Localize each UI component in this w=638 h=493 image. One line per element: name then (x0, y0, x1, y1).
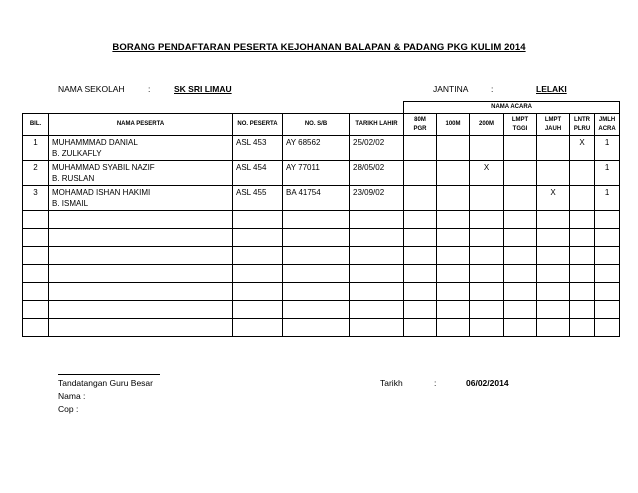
signature-line (58, 374, 160, 375)
col-nama: NAMA PESERTA (49, 114, 233, 136)
cell-no-peserta: ASL 454 (233, 161, 283, 186)
cell-no-sb: AY 77011 (283, 161, 350, 186)
group-header: NAMA ACARA (404, 102, 620, 114)
tarikh-label: Tarikh (380, 378, 403, 388)
cell-jmlh: 1 (595, 136, 620, 161)
cell-nama-line2: B. ZULKAFLY (52, 149, 102, 158)
empty-row (23, 319, 620, 337)
cell-no-peserta: ASL 455 (233, 186, 283, 211)
col-80m: 80M PGR (404, 114, 437, 136)
cell-lmpt-jauh (537, 136, 570, 161)
school-value: SK SRI LIMAU (174, 84, 232, 94)
cell-nama (49, 136, 233, 161)
empty-row (23, 265, 620, 283)
col-no-sb: NO. S/B (283, 114, 350, 136)
cell-bil: 1 (23, 136, 49, 161)
col-jmlh: JMLH ACRA (595, 114, 620, 136)
cell-no-sb: BA 41754 (283, 186, 350, 211)
cell-200m: X (470, 161, 504, 186)
cell-lntr-plru: X (570, 136, 595, 161)
cell-tarikh: 23/09/02 (350, 186, 404, 211)
cell-nama-line2: B. ISMAIL (52, 199, 89, 208)
col-tarikh-lahir: TARIKH LAHIR (350, 114, 404, 136)
cell-nama-line1: MUHAMMAD SYABIL NAZIF (52, 163, 155, 172)
cell-jmlh: 1 (595, 161, 620, 186)
tarikh-colon: : (434, 378, 437, 388)
col-no-peserta: NO. PESERTA (233, 114, 283, 136)
cell-200m (470, 136, 504, 161)
cell-lntr-plru (570, 186, 595, 211)
empty-row (23, 301, 620, 319)
cell-100m (437, 186, 470, 211)
signature-label: Tandatangan Guru Besar (58, 378, 153, 388)
cell-100m (437, 161, 470, 186)
cell-jmlh: 1 (595, 186, 620, 211)
cell-lmpt-tggi (504, 161, 537, 186)
cell-lmpt-jauh: X (537, 186, 570, 211)
cell-bil: 3 (23, 186, 49, 211)
col-lmpt-jauh: LMPT JAUH (537, 114, 570, 136)
table-row (23, 186, 620, 211)
cell-200m (470, 186, 504, 211)
form-title: BORANG PENDAFTARAN PESERTA KEJOHANAN BALAPAN & PADANG PKG KULIM 2014 (112, 42, 526, 53)
col-100m: 100M (437, 114, 470, 136)
col-bil: BIL. (23, 114, 49, 136)
col-200m: 200M (470, 114, 504, 136)
cell-nama-line1: MUHAMMMAD DANIAL (52, 138, 138, 147)
cell-no-sb: AY 68562 (283, 136, 350, 161)
registration-table (22, 101, 620, 337)
cell-no-peserta: ASL 453 (233, 136, 283, 161)
empty-row (23, 211, 620, 229)
cell-nama (49, 186, 233, 211)
school-colon: : (148, 84, 151, 94)
school-label: NAMA SEKOLAH (58, 84, 125, 94)
nama-label: Nama : (58, 391, 86, 401)
gender-colon: : (491, 84, 494, 94)
cell-80m (404, 161, 437, 186)
table-row (23, 161, 620, 186)
header-spacer (23, 102, 404, 114)
cell-lmpt-tggi (504, 186, 537, 211)
gender-value: LELAKI (536, 84, 567, 94)
cell-80m (404, 186, 437, 211)
gender-label: JANTINA (433, 84, 469, 94)
empty-row (23, 229, 620, 247)
cell-lmpt-jauh (537, 161, 570, 186)
empty-row (23, 247, 620, 265)
table-body (23, 136, 620, 337)
cell-nama-line2: B. RUSLAN (52, 174, 95, 183)
cell-nama-line1: MOHAMAD ISHAN HAKIMI (52, 188, 151, 197)
cop-label: Cop : (58, 404, 79, 414)
cell-100m (437, 136, 470, 161)
cell-bil: 2 (23, 161, 49, 186)
cell-lntr-plru (570, 161, 595, 186)
col-lmpt-tggi: LMPT TGGI (504, 114, 537, 136)
table-row (23, 136, 620, 161)
col-lntr-plru: LNTR PLRU (570, 114, 595, 136)
tarikh-value: 06/02/2014 (466, 378, 509, 388)
cell-80m (404, 136, 437, 161)
cell-nama (49, 161, 233, 186)
cell-lmpt-tggi (504, 136, 537, 161)
empty-row (23, 283, 620, 301)
cell-tarikh: 28/05/02 (350, 161, 404, 186)
cell-tarikh: 25/02/02 (350, 136, 404, 161)
